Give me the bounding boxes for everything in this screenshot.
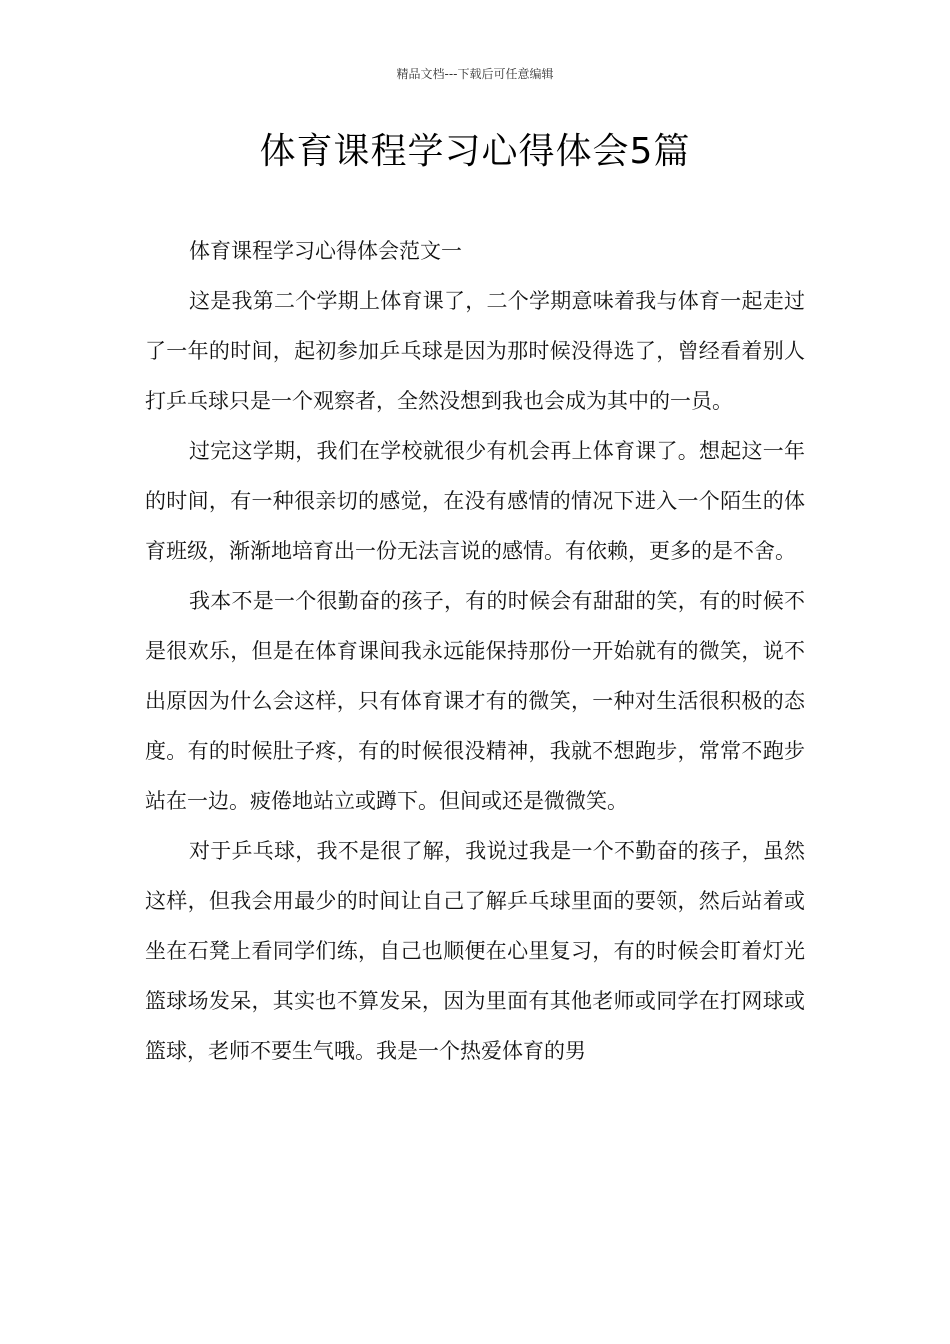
paragraph: 对于乒乓球，我不是很了解，我说过我是一个不勤奋的孩子，虽然这样，但我会用最少的时间让自己了解乒乓球里面的要领，然后站着或坐在石凳上看同学们练，自己也顺便在心里复习，有的时候会盯着灯光篮球场发呆，其实也不算发呆，因为里面有其他老师或同学在打网球或篮球，老师不要生气哦。我是一个热爱体育的男 bbox=[145, 839, 805, 1063]
paragraph: 过完这学期，我们在学校就很少有机会再上体育课了。想起这一年的时间，有一种很亲切的感觉，在没有感情的情况下进入一个陌生的体育班级，渐渐地培育出一份无法言说的感情。有依赖，更多的是不舍。 bbox=[145, 439, 805, 563]
document-title: 体育课程学习心得体会5篇 bbox=[259, 131, 691, 172]
document-body bbox=[145, 226, 805, 1076]
section-heading: 体育课程学习心得体会范文一 bbox=[189, 239, 462, 263]
header-note: 精品文档---下载后可任意编辑 bbox=[396, 67, 554, 81]
paragraph: 我本不是一个很勤奋的孩子，有的时候会有甜甜的笑，有的时候不是很欢乐，但是在体育课间我永远能保持那份一开始就有的微笑，说不出原因为什么会这样，只有体育课才有的微笑，一种对生活很积极的态度。有的时候肚子疼，有的时候很没精神，我就不想跑步，常常不跑步站在一边。疲倦地站立或蹲下。但间或还是微微笑。 bbox=[145, 589, 805, 813]
paragraph: 这是我第二个学期上体育课了，二个学期意味着我与体育一起走过了一年的时间，起初参加乒乓球是因为那时候没得选了，曾经看着别人打乒乓球只是一个观察者，全然没想到我也会成为其中的一员。 bbox=[145, 289, 805, 413]
